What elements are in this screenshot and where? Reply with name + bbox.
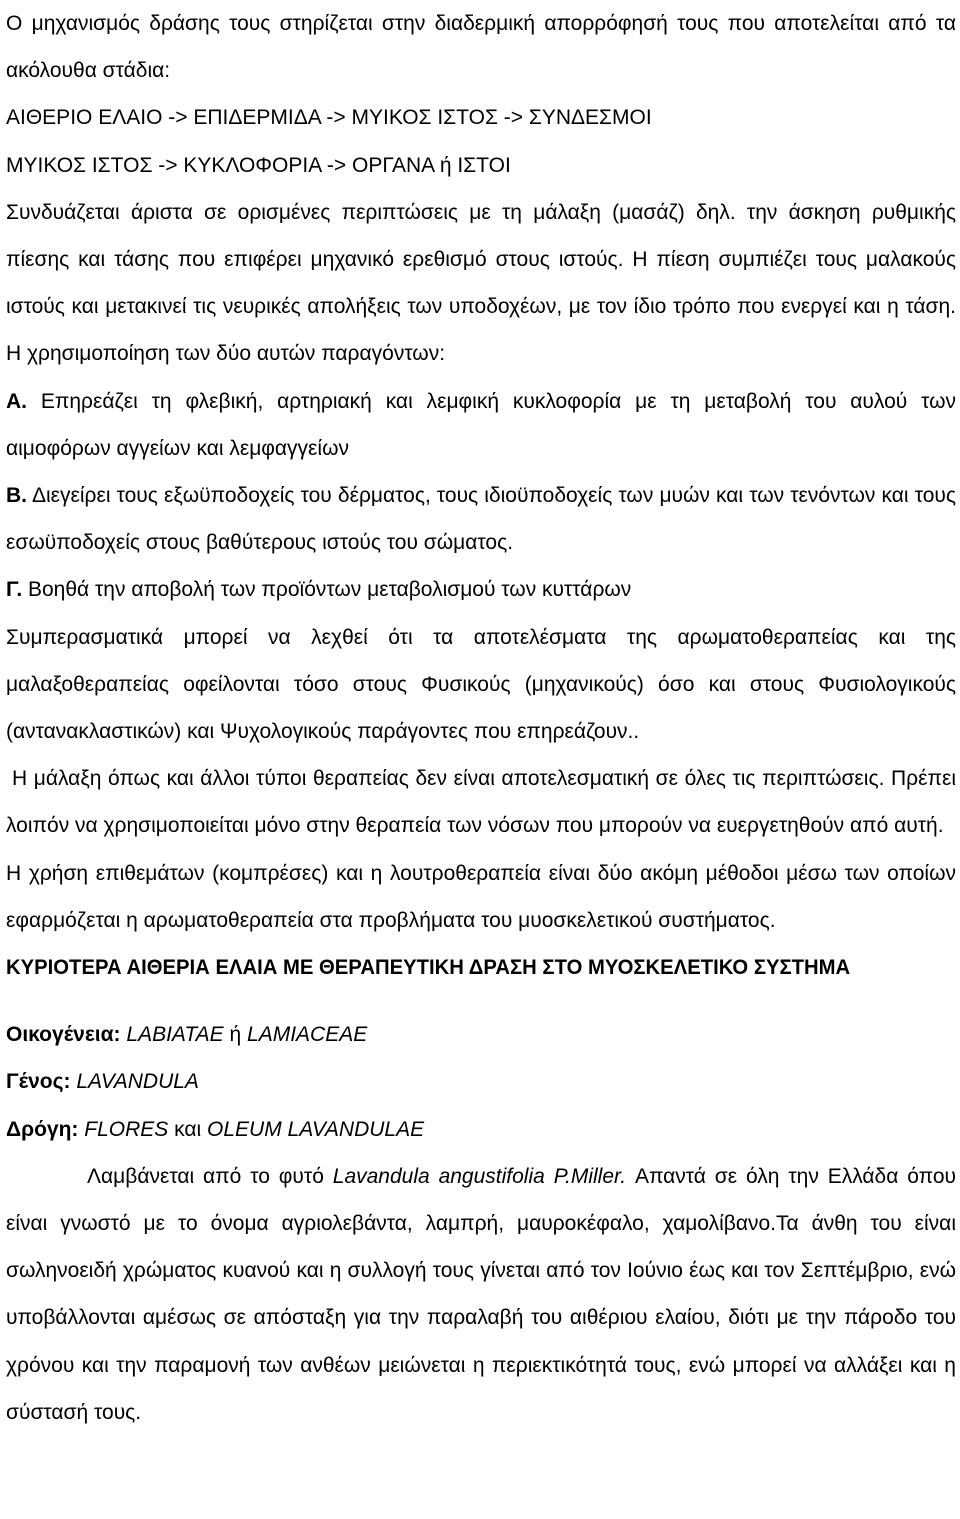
family-line [6,1011,956,1058]
lavender-intro: Λαμβάνεται από το φυτό [87,1164,333,1188]
lavender-description: Απαντά σε όλη την Ελλάδα όπου είναι γνωστό με το όνομα αγριολεβάντα, λαμπρή, μαυροκέφαλο, χαμολίβανο.Τα άνθη του είναι σωληνοειδή χρώματος κυανού και η συλλογή τους γίνεται από τον Ιούνιο έως και τον Σεπτέμβριο, ενώ υποβάλλονται αμέσως σε απόσταξη για την παραλαβή του αιθέριου ελαίου, διότι με την πάροδο του χρόνου και την παραμονή των ανθέων μειώνεται η περιεκτικότητά τους, ενώ μπορεί να αλλάξει και η σύστασή τους. [6,1164,957,1424]
list-text-c: Βοηθά την αποβολή των προϊόντων μεταβολισμού των κυττάρων [22,578,632,602]
family-value-2: LAMIACEAE [247,1023,368,1047]
effectiveness-paragraph: Η μάλαξη όπως και άλλοι τύποι θεραπείας δεν είναι αποτελεσματική σε όλες τις περιπτώσεις. Πρέπει λοιπόν να χρησιμοποιείται μόνο στην θεραπεία των νόσων που μπορούν να ευεργετηθούν από αυτή. [6,767,956,838]
massage-paragraph: Συνδυάζεται άριστα σε ορισμένες περιπτώσεις με τη μάλαξη (μασάζ) δηλ. την άσκηση ρυθμικής πίεσης και τάσης που επιφέρει μηχανικό ερεθισμό στους ιστούς. Η πίεση συμπιέζει τους μαλακούς ιστούς και μετακινεί τις νευρικές απολήξεις των υποδοχέων, με τον ίδιο τρόπο που ενεργεί και η τάση. Η χρησιμοποίηση των δύο αυτών παραγόντων: [6,200,956,366]
list-text-a: Επηρεάζει τη φλεβική, αρτηριακή και λεμφική κυκλοφορία με τη μεταβολή του αυλού των αιμοφόρων αγγείων και λεμφαγγείων [6,389,956,460]
list-marker-c: Γ. [6,578,23,602]
family-separator: ή [223,1023,248,1047]
document-page [6,0,956,1436]
list-item-b [6,472,956,566]
family-label: Οικογένεια: [6,1023,121,1047]
absorption-path-line-1: ΑΙΘΕΡΙΟ ΕΛΑΙΟ -> ΕΠΙΔΕΡΜΙΔΑ -> ΜΥΙΚΟΣ ΙΣΤΟΣ -> ΣΥΝΔΕΣΜΟΙ [6,106,652,130]
genus-value: LAVANDULA [76,1070,199,1094]
list-item-a [6,378,956,472]
list-marker-b: Β. [6,484,27,508]
list-text-b: Διεγείρει τους εξωϋποδοχείς του δέρματος, τους ιδιοϋποδοχείς των μυών και των τενόντων και τους εσωϋποδοχείς στους βαθύτερους ιστούς του σώματος. [6,484,956,555]
mechanism-paragraph: Ο μηχανισμός δράσης τους στηρίζεται στην διαδερμική απορρόφησή τους που αποτελείται από τα ακόλουθα στάδια: [6,12,956,83]
genus-line [6,1058,956,1105]
family-value-1: LABIATAE [126,1023,224,1047]
drug-value-1: FLORES [84,1117,169,1141]
genus-label: Γένος: [6,1070,71,1094]
list-marker-a: Α. [6,389,27,413]
compresses-paragraph: Η χρήση επιθεμάτων (κομπρέσες) και η λουτροθεραπεία είναι δύο ακόμη μέθοδοι μέσω των οποίων εφαρμόζεται η αρωματοθεραπεία στα προβλήματα του μυοσκελετικού συστήματος. [6,861,956,932]
absorption-path-line-2: ΜΥΙΚΟΣ ΙΣΤΟΣ -> ΚΥΚΛΟΦΟΡΙΑ -> ΟΡΓΑΝΑ ή ΙΣΤΟΙ [6,153,511,177]
drug-value-2: OLEUM LAVANDULAE [207,1117,425,1141]
drug-separator: και [168,1117,208,1141]
lavender-species: Lavandula angustifolia P.Miller. [332,1164,627,1188]
drug-line [6,1106,956,1153]
conclusion-paragraph: Συμπερασματικά μπορεί να λεχθεί ότι τα αποτελέσματα της αρωματοθεραπείας και της μαλαξοθεραπείας οφείλονται τόσο στους Φυσικούς (μηχανικούς) όσο και στους Φυσιολογικούς (αντανακλαστικών) και Ψυχολογικούς παράγοντες που επηρεάζουν.. [6,625,956,744]
drug-label: Δρόγη: [6,1117,79,1141]
lavender-paragraph [6,1153,956,1436]
section-heading: ΚΥΡΙΟΤΕΡΑ ΑΙΘΕΡΙΑ ΕΛΑΙΑ ΜΕ ΘΕΡΑΠΕΥΤΙΚΗ ΔΡΑΣΗ ΣΤΟ ΜΥΟΣΚΕΛΕΤΙΚΟ ΣΥΣΤΗΜΑ [6,956,851,980]
list-item-c [6,566,956,613]
